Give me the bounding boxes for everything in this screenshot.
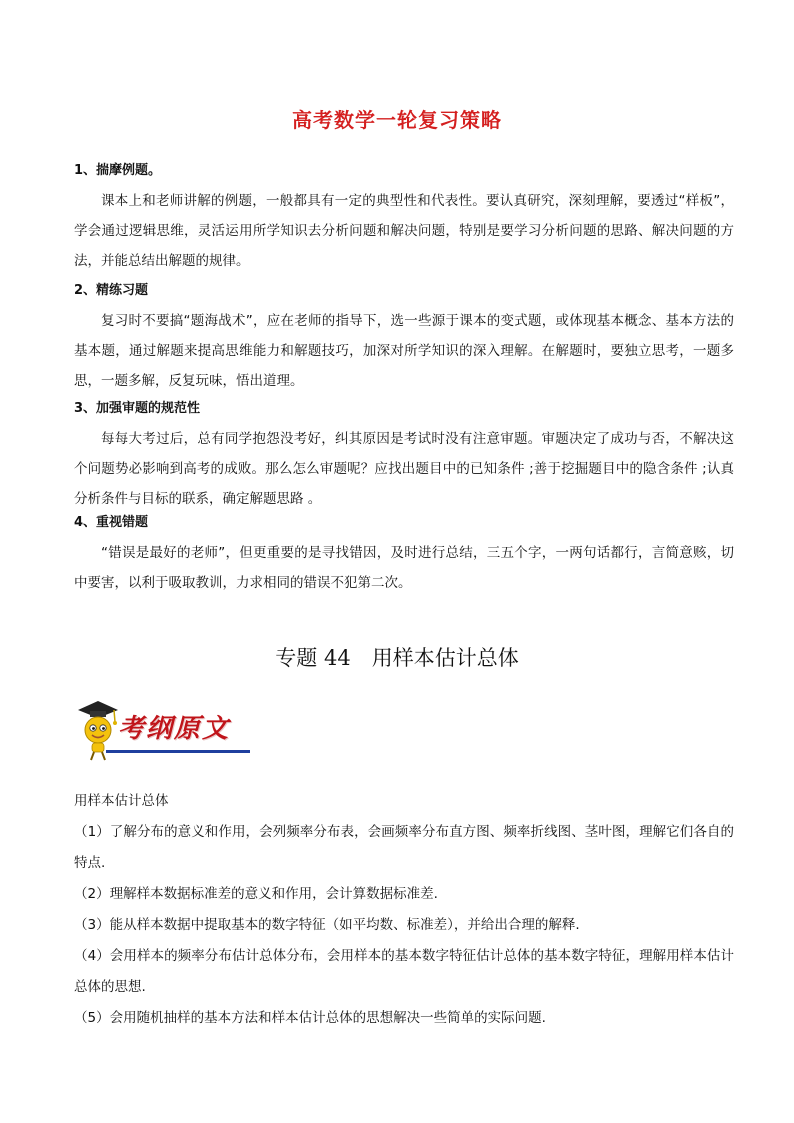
section-3 [74,394,734,514]
section-body: “错误是最好的老师”，但更重要的是寻找错因，及时进行总结，三五个字，一两句话都行，言简意赅，切中要害，以利于吸取教训，力求相同的错误不犯第二次。 [74,545,734,591]
section-body: 课本上和老师讲解的例题，一般都具有一定的典型性和代表性。要认真研究，深刻理解，要透过“样板”，学会通过逻辑思维，灵活运用所学知识去分析问题和解决问题，特别是要学习分析问题的思路、解决问题的方法，并能总结出解题的规律。 [74,193,734,269]
exam-outline-banner [74,698,250,762]
section-1 [74,156,734,276]
section-body: 每每大考过后，总有同学抱怨没考好，纠其原因是考试时没有注意审题。审题决定了成功与否，不解决这个问题势必影响到高考的成败。那么怎么审题呢？应找出题目中的已知条件 ;善于挖掘题目中的隐含条件 ;认真分析条件与目标的联系，确定解题思路 。 [74,431,734,507]
outline-item: （4）会用样本的频率分布估计总体分布，会用样本的基本数字特征估计总体的基本数字特征，理解用样本估计总体的思想. [74,948,734,995]
topic-title: 专题 44 用样本估计总体 [275,646,519,670]
section-2 [74,276,734,396]
outline-heading: 用样本估计总体 [74,793,169,809]
outline-item: （5）会用随机抽样的基本方法和样本估计总体的思想解决一些简单的实际问题. [74,1010,546,1026]
outline-item: （3）能从样本数据中提取基本的数字特征（如平均数、标准差），并给出合理的解释. [74,917,580,933]
outline-item: （1）了解分布的意义和作用，会列频率分布表，会画频率分布直方图、频率折线图、茎叶图，理解它们各自的特点. [74,824,734,871]
section-body: 复习时不要搞“题海战术”，应在老师的指导下，选一些源于课本的变式题，或体现基本概念、基本方法的基本题，通过解题来提高思维能力和解题技巧，加深对所学知识的深入理解。在解题时，要独立思考，一题多思，一题多解，反复玩味，悟出道理。 [74,313,734,389]
main-title: 高考数学一轮复习策略 [292,108,502,132]
section-heading: 4、重视错题 [74,515,149,530]
banner-label: 考纲原文 [118,714,231,744]
section-heading: 3、加强审题的规范性 [74,401,201,416]
outline-item: （2）理解样本数据标准差的意义和作用，会计算数据标准差. [74,886,438,902]
section-heading: 2、精练习题 [74,283,149,298]
section-heading: 1、揣摩例题。 [74,163,162,178]
exam-outline [74,786,734,1034]
section-4 [74,508,734,598]
banner-underline [106,750,250,753]
